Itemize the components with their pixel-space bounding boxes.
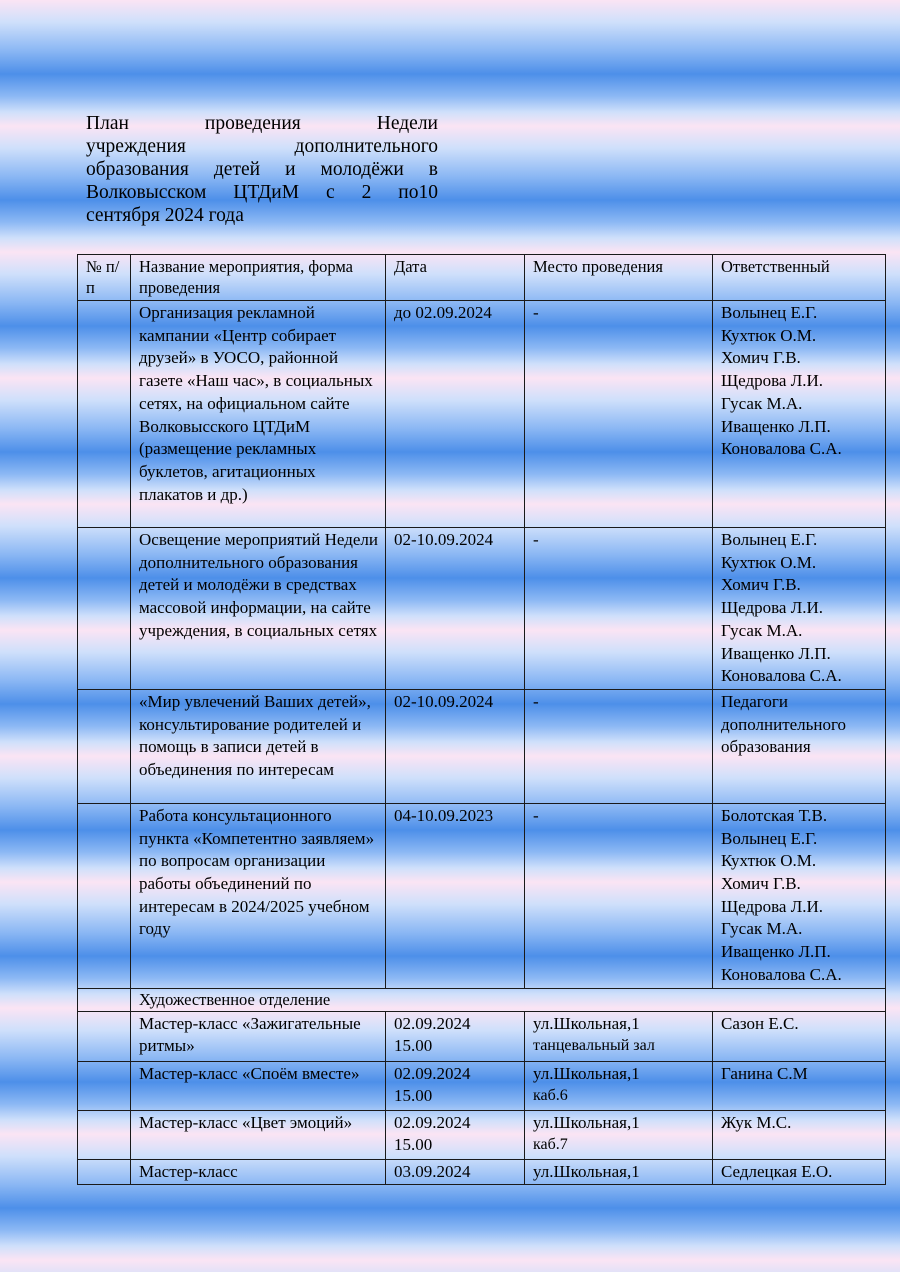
cell-name: «Мир увлечений Ваших детей», консультирование родителей и помощь в записи детей в объединения по интересам (131, 689, 386, 803)
cell-responsible (713, 528, 886, 690)
cell-responsible: Седлецкая Е.О. (713, 1159, 886, 1185)
cell-date: 03.09.2024 (386, 1159, 525, 1185)
responsible-person: Кухтюк О.М. (721, 552, 817, 572)
responsible-person: Коновалова С.А. (721, 439, 842, 459)
cell-place: - (525, 301, 713, 528)
event-time: 15.00 (394, 1086, 433, 1106)
table-row (78, 1110, 886, 1159)
title-line: План проведения Недели (86, 113, 438, 134)
event-address: ул.Школьная,1 (533, 1013, 640, 1033)
table-row (78, 528, 886, 690)
cell-num (78, 1011, 131, 1061)
responsible-person: Гусак М.А. (721, 393, 803, 413)
header-date: Дата (386, 255, 525, 301)
cell-num (78, 1110, 131, 1159)
cell-name: Мастер-класс (131, 1159, 386, 1185)
event-room: танцевальный зал (533, 1037, 655, 1055)
title-line: сентября 2024 года (86, 205, 244, 226)
responsible-person: Кухтюк О.М. (721, 851, 817, 871)
cell-place (525, 1061, 713, 1110)
responsible-person: Волынец Е.Г. (721, 530, 818, 549)
responsible-person: Щедрова Л.И. (721, 598, 824, 618)
responsible-person: Волынец Е.Г. (721, 303, 818, 322)
title-line: образования детей и молодёжи в (86, 159, 438, 180)
section-heading: Художественное отделение (131, 988, 886, 1011)
table-header-row (78, 255, 886, 301)
cell-name: Организация рекламной кампании «Центр собирает друзей» в УОСО, районной газете «Наш час», в социальных сетях, на официальном сайте Волковысского ЦТДиМ (размещение рекламных буклетов, агитационных плакатов и др.) (131, 301, 386, 528)
cell-place (525, 1011, 713, 1061)
title-line: Волковысском ЦТДиМ с 2 по10 (86, 182, 438, 203)
cell-place (525, 1110, 713, 1159)
cell-name: Работа консультационного пункта «Компетентно заявляем» по вопросам организации работы объединений по интересам в 2024/2025 учебном году (131, 803, 386, 988)
responsible-person: Волынец Е.Г. (721, 828, 818, 848)
cell-date: 04-10.09.2023 (386, 803, 525, 988)
responsible-person: Гусак М.А. (721, 919, 803, 939)
responsible-person: Болотская Т.В. (721, 805, 828, 825)
cell-responsible (713, 689, 886, 803)
responsible-person: Иващенко Л.П. (721, 643, 831, 663)
cell-name: Мастер-класс «Споём вместе» (131, 1061, 386, 1110)
responsible-person: дополнительного (721, 714, 847, 734)
cell-responsible: Ганина С.М (713, 1061, 886, 1110)
header-num: № п/п (78, 255, 131, 301)
document-title (86, 112, 438, 227)
responsible-person: Хомич Г.В. (721, 348, 801, 368)
header-name: Название мероприятия, форма проведения (131, 255, 386, 301)
responsible-person: Щедрова Л.И. (721, 371, 824, 391)
event-date: 02.09.2024 (394, 1063, 471, 1083)
cell-num (78, 988, 131, 1011)
cell-date (386, 1011, 525, 1061)
cell-date (386, 1110, 525, 1159)
events-table (77, 254, 886, 1185)
table-row (78, 1061, 886, 1110)
table-row (78, 301, 886, 528)
cell-date: 02-10.09.2024 (386, 689, 525, 803)
cell-name: Освещение мероприятий Недели дополнительного образования детей и молодёжи в средствах массовой информации, на сайте учреждения, в социальных сетях (131, 528, 386, 690)
responsible-person: Иващенко Л.П. (721, 416, 831, 436)
title-line: учреждения дополнительного (86, 136, 438, 157)
cell-date (386, 1061, 525, 1110)
cell-name: Мастер-класс «Цвет эмоций» (131, 1110, 386, 1159)
cell-place: - (525, 528, 713, 690)
cell-responsible (713, 301, 886, 528)
cell-responsible: Сазон Е.С. (713, 1011, 886, 1061)
event-address: ул.Школьная,1 (533, 1063, 640, 1083)
responsible-person: Кухтюк О.М. (721, 325, 817, 345)
cell-date: до 02.09.2024 (386, 301, 525, 528)
event-room: каб.7 (533, 1136, 568, 1154)
responsible-person: Хомич Г.В. (721, 874, 801, 894)
cell-place: - (525, 803, 713, 988)
responsible-person: Иващенко Л.П. (721, 942, 831, 962)
table-row (78, 803, 886, 988)
cell-num (78, 1159, 131, 1185)
header-responsible: Ответственный (713, 255, 886, 301)
event-address: ул.Школьная,1 (533, 1112, 640, 1132)
table-row (78, 1011, 886, 1061)
cell-num (78, 301, 131, 528)
cell-name: Мастер-класс «Зажигательные ритмы» (131, 1011, 386, 1061)
event-time: 15.00 (394, 1135, 433, 1155)
responsible-person: образования (721, 737, 811, 757)
responsible-person: Коновалова С.А. (721, 964, 842, 984)
cell-num (78, 528, 131, 690)
event-date: 02.09.2024 (394, 1013, 471, 1033)
cell-place: ул.Школьная,1 (525, 1159, 713, 1185)
event-date: 02.09.2024 (394, 1112, 471, 1132)
event-room: каб.6 (533, 1087, 568, 1105)
cell-place: - (525, 689, 713, 803)
header-place: Место проведения (525, 255, 713, 301)
responsible-person: Щедрова Л.И. (721, 896, 824, 916)
responsible-person: Хомич Г.В. (721, 575, 801, 595)
section-row (78, 988, 886, 1011)
table-row (78, 689, 886, 803)
event-time: 15.00 (394, 1036, 433, 1056)
cell-num (78, 689, 131, 803)
responsible-person: Гусак М.А. (721, 620, 803, 640)
cell-responsible (713, 803, 886, 988)
table-row (78, 1159, 886, 1185)
cell-responsible: Жук М.С. (713, 1110, 886, 1159)
cell-num (78, 1061, 131, 1110)
responsible-person: Коновалова С.А. (721, 666, 842, 686)
cell-date: 02-10.09.2024 (386, 528, 525, 690)
responsible-person: Педагоги (721, 691, 788, 711)
cell-num (78, 803, 131, 988)
